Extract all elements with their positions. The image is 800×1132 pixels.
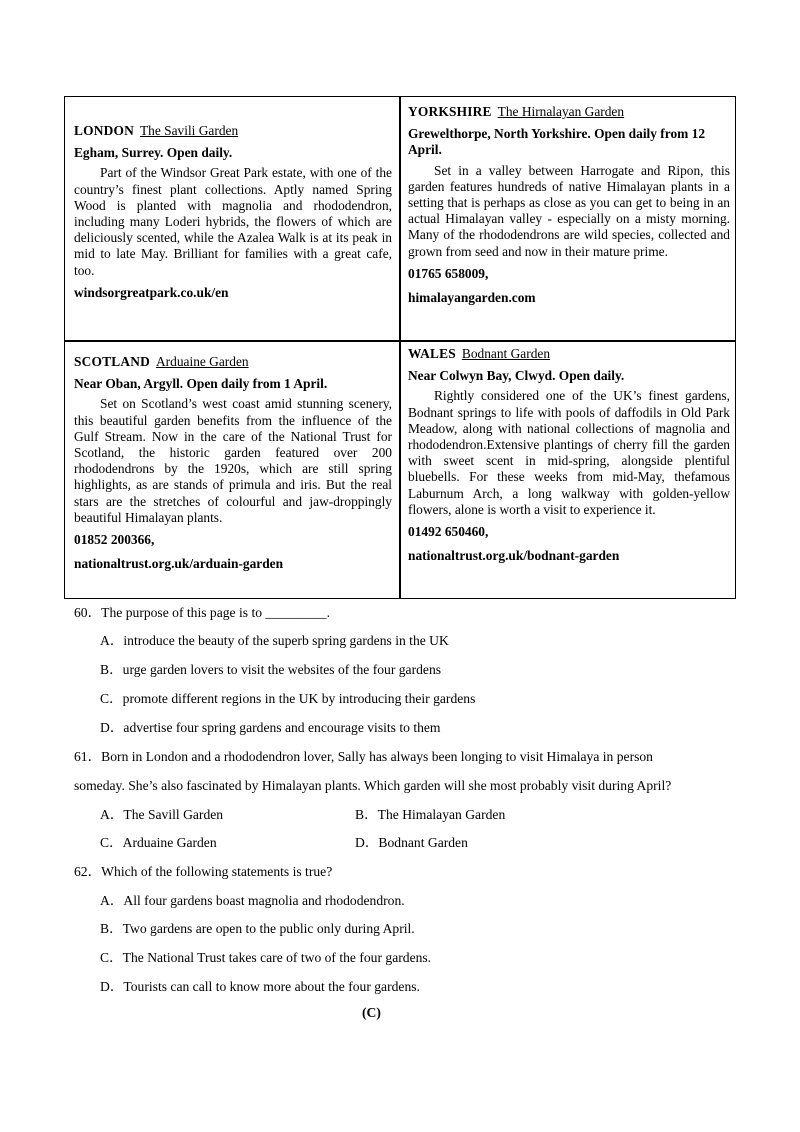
garden-location: Grewelthorpe, North Yorkshire. Open daily from 12 April. (408, 126, 706, 158)
garden-heading (408, 346, 730, 362)
question-60-option-b: B．urge garden lovers to visit the websites of the four gardens (100, 662, 442, 677)
question-62-option-a: A．All four gardens boast magnolia and rhododendron. (100, 893, 405, 908)
table-vertical-divider (399, 97, 401, 598)
garden-heading (74, 123, 392, 139)
garden-heading (74, 354, 392, 370)
garden-cell-scotland (74, 354, 392, 572)
question-61-option-a: A．The Savill Garden (100, 807, 224, 822)
garden-region: LONDON (74, 123, 134, 138)
garden-website: nationaltrust.org.uk/arduain-garden (74, 556, 284, 572)
question-61-option-b: B．The Himalayan Garden (355, 807, 506, 822)
garden-location: Near Colwyn Bay, Clwyd. Open daily. (408, 368, 625, 384)
garden-cell-london (74, 123, 392, 301)
garden-name: The Hirnalayan Garden (497, 104, 625, 119)
question-61-option-d: D．Bodnant Garden (355, 835, 468, 850)
garden-description: Set on Scotland’s west coast amid stunning scenery, this beautiful garden benefits from the influence of the Gulf Stream. Now in the care of the National Trust for Scotland, the historic garden featured over 200 rhododendrons by the 1920s, which are still spring highlights, as are stands of primula and iris. But the real stars are the stretches of colourful and jaw-droppingly beautiful Himalayan plants. (74, 396, 392, 525)
garden-region: WALES (408, 346, 456, 361)
garden-website: himalayangarden.com (408, 290, 536, 306)
section-label: (C) (362, 1005, 381, 1020)
garden-website: windsorgreatpark.co.uk/en (74, 284, 229, 300)
garden-phone: 01765 658009, (408, 265, 489, 281)
question-61-stem-line2: someday. She’s also fascinated by Himalayan plants. Which garden will she most probably visit during April? (74, 778, 672, 793)
question-60-stem: 60．The purpose of this page is to _________. (74, 605, 330, 620)
garden-name: Bodnant Garden (461, 346, 551, 361)
garden-region: YORKSHIRE (408, 104, 492, 119)
garden-location: Egham, Surrey. Open daily. (74, 145, 233, 161)
garden-heading (408, 104, 730, 120)
garden-website: nationaltrust.org.uk/bodnant-garden (408, 548, 620, 564)
garden-cell-wales (408, 346, 730, 564)
question-60-option-d: D．advertise four spring gardens and encourage visits to them (100, 720, 441, 735)
garden-name: Arduaine Garden (156, 354, 249, 369)
question-62-option-c: C．The National Trust takes care of two of the four gardens. (100, 950, 432, 965)
question-60-option-c: C．promote different regions in the UK by introducing their gardens (100, 691, 476, 706)
garden-phone: 01492 650460, (408, 524, 489, 540)
garden-description: Rightly considered one of the UK’s finest gardens, Bodnant springs to life with pools of daffodils in Old Park Meadow, along with national collections of magnolia and rhododendron.Extensive plantings of cherry fill the garden with sweet scent in mid-spring, alongside plentiful bluebells. For these weeks from mid-May, thefamous Laburnum Arch, a long walkway with golden-yellow flowers, alone is worth a visit to experience it. (408, 388, 730, 517)
garden-region: SCOTLAND (74, 354, 151, 369)
question-62-option-d: D．Tourists can call to know more about the four gardens. (100, 979, 420, 994)
question-61-stem-line1: 61．Born in London and a rhododendron lover, Sally has always been longing to visit Himalaya in person (74, 749, 653, 764)
table-horizontal-divider (65, 340, 735, 342)
garden-cell-yorkshire (408, 104, 730, 306)
question-62-option-b: B．Two gardens are open to the public only during April. (100, 921, 415, 936)
question-60-option-a: A．introduce the beauty of the superb spring gardens in the UK (100, 633, 449, 648)
garden-name: The Savili Garden (139, 123, 239, 138)
question-62-stem: 62．Which of the following statements is true? (74, 864, 333, 879)
question-61-option-c: C．Arduaine Garden (100, 835, 217, 850)
gardens-table (64, 96, 736, 599)
garden-location: Near Oban, Argyll. Open daily from 1 April. (74, 376, 328, 392)
garden-description: Part of the Windsor Great Park estate, with one of the country’s finest plant collections. Aptly named Spring Wood is planted with magnolia and rhododendron, including many Loderi hybrids, the flowers of which are deliciously scented, while the Azalea Walk is at its peak in mid to late May. Brilliant for families with a great cafe, too. (74, 165, 392, 278)
garden-description: Set in a valley between Harrogate and Ripon, this garden features hundreds of native Himalayan plants in a setting that is perhaps as close as you can get to being in an actual Himalayan valley - especially on a misty morning. Many of the rhododendrons are wild species, collected and grown from seed and now in their mature prime. (408, 162, 730, 259)
garden-phone: 01852 200366, (74, 532, 155, 548)
